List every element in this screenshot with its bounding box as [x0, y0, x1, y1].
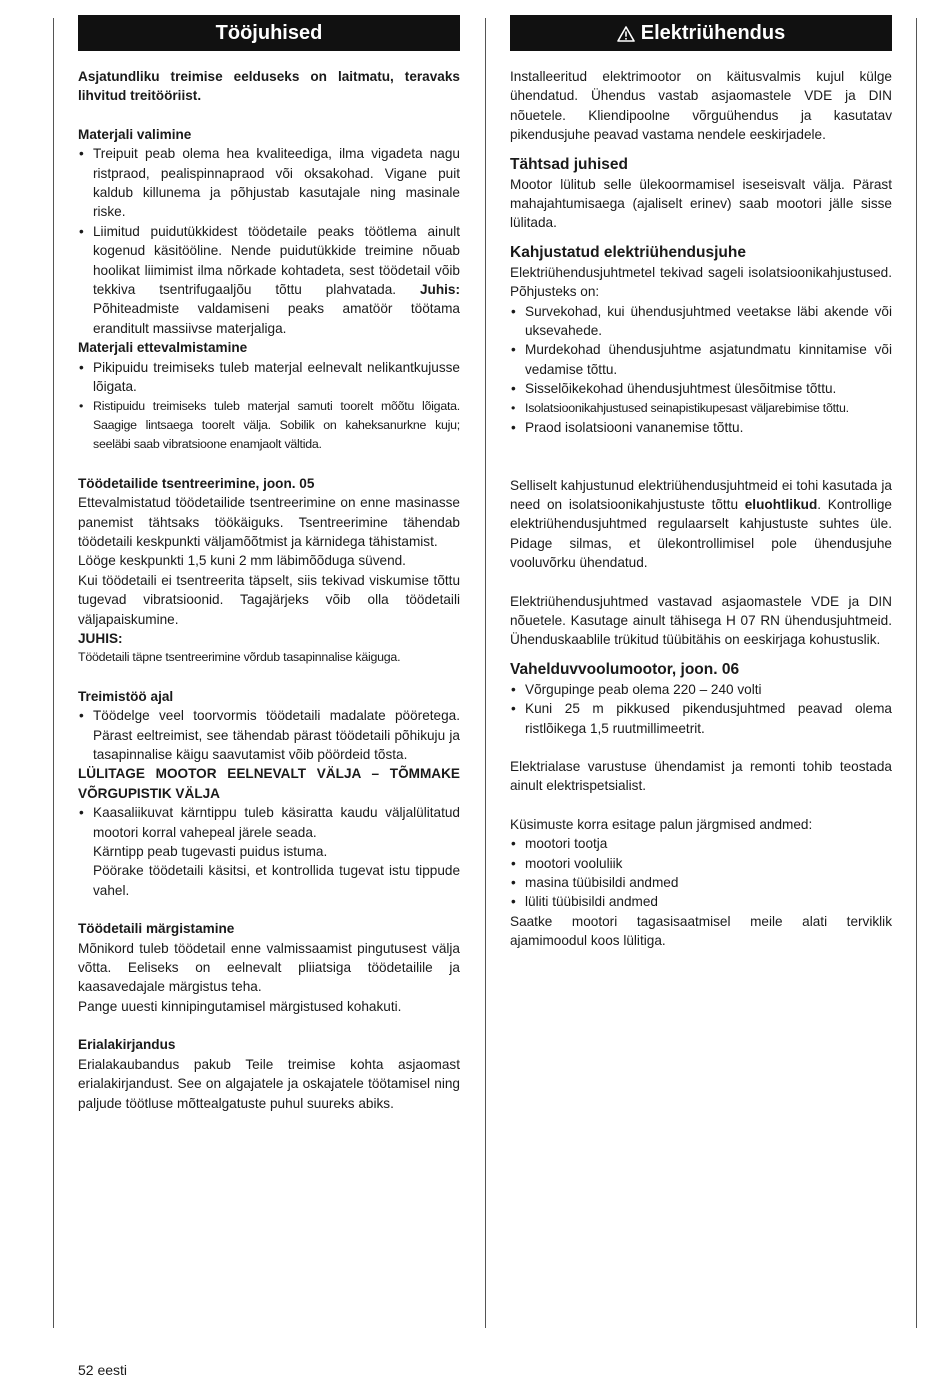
paragraph: Küsimuste korra esitage palun järgmised andmed: [510, 816, 813, 832]
list-item: • Isolatsioonikahjustused seinapistikupesast väljarebimise tõttu. [510, 399, 892, 418]
heading-material-selection: Materjali valimine [78, 126, 192, 142]
paragraph: Selliselt kahjustunud elektriühendusjuhtmeid ei tohi kasutada ja need on isolatsioonikahjustuste tõttu eluohtlikud. Kontrollige elektriühendusjuhtmed regulaarselt kahjustuste suhtes üle. Pidage silmas, et ülekontrollimisel pole ühendusjuhe vooluvõrku ühendatud. [510, 477, 892, 571]
list-item: • Survekohad, kui ühendusjuhtmed veetakse läbi akende või uksevahede. [510, 302, 892, 341]
margin-rule-right [916, 18, 917, 1328]
right-column [510, 15, 892, 951]
heading-literature: Erialakirjandus [78, 1037, 176, 1053]
paragraph: Pange uuesti kinnipingutamisel märgistused kohakuti. [78, 998, 402, 1014]
heading-important: Tähtsad juhised [510, 155, 628, 173]
note-label: Juhis: [419, 282, 461, 298]
list-item: • Praod isolatsiooni vananemise tõttu. [510, 418, 892, 437]
paragraph: Mootor lülitub selle ülekoormamisel iseseisvalt välja. Pärast mahajahtumisaega (ajaliselt erinev) saab mootori jälle sisse lülitada. [510, 176, 892, 231]
list-item: • lüliti tüübisildi andmed [510, 892, 892, 911]
list-item: • Ristipuidu treimiseks tuleb materjal samuti toorelt mõõtu lõigata. Saagige lintsaega toorelt välja. Sobilik on kaheksanurkne kuju; seeläbi saab vibratsioone enamjaolt vältida. [78, 397, 460, 455]
list-item: • masina tüübisildi andmed [510, 873, 892, 892]
paragraph: Erialakaubandus pakub Teile treimise kohta asjaomast erialakirjandust. See on algajatele ja oskajatele töötamisel ning paljude töötluse mõttealgatuste puhul suureks abiks. [78, 1056, 460, 1111]
heading-centering: Töödetailide tsentreerimine, joon. 05 [78, 475, 315, 491]
list-item: • Võrgupinge peab olema 220 – 240 volti [510, 680, 892, 699]
list-item: • Töödelge veel toorvormis töödetaili madalate pööretega. Pärast eeltreimist, see tähendab pärast töödetaili põhikuju ja tasapinnalise käigu saavutamist võib pöördeid tõsta. [78, 706, 460, 764]
heading-material-preparation: Materjali ettevalmistamine [78, 340, 248, 356]
paragraph: Kärntipp peab tugevasti puidus istuma. [93, 844, 328, 860]
section-title-bar [78, 15, 460, 51]
note-text: Põhiteadmiste valdamiseni peaks amatöör töötama eranditult massiivse materjaliga. [93, 301, 460, 336]
section-title: Tööjuhised [215, 22, 323, 44]
paragraph: Lööge keskpunkti 1,5 kuni 2 mm läbimõõduga süvend. [78, 553, 406, 569]
intro-text: Installeeritud elektrimootor on käitusvalmis kujul külge ühendatud. Ühendus vastab asjaomastele VDE ja DIN nõuetele. Kliendipoolne võrguühendus ja kasutatav pikendusjuhe peavad vastama nendele eeskirjadele. [510, 69, 892, 143]
list-item: • Pikipuidu treimiseks tuleb materjal eelnevalt nelikantkujusse lõigata. [78, 358, 460, 397]
paragraph: Elektrialase varustuse ühendamist ja remonti tohib teostada ainult elektrispetsialist. [510, 758, 892, 794]
ac-motor-list [510, 680, 892, 738]
paragraph: Kui töödetaili ei tsentreerita täpselt, siis tekivad viskumise tõttu tugevad vibratsioonid. Tagajärjeks võib olla töödetaili väljapaiskumine. [78, 572, 460, 627]
list-item: • Murdekohad ühendusjuhtme asjatundmatu kinnitamise või vedamise tõttu. [510, 340, 892, 379]
left-column [78, 15, 460, 1113]
heading-damaged-cable: Kahjustatud elektriühendusjuhe [510, 243, 746, 261]
paragraph: Saatke mootori tagasisaatmisel meile alati terviklik ajamimoodul koos lülitiga. [510, 913, 892, 949]
list-item: • Kuni 25 m pikkused pikendusjuhtmed peavad olema ristlõikega 1,5 ruutmillimeetrit. [510, 699, 892, 738]
heading-during-turning: Treimistöö ajal [78, 688, 174, 704]
note-text: Töödetaili täpne tsentreerimine võrdub tasapinnalise käiguga. [78, 650, 401, 665]
paragraph: Elektriühendusjuhtmed vastavad asjaomastele VDE ja DIN nõuetele. Kasutage ainult tähisega H 07 RN ühendusjuhtmeid. Ühenduskaablile trükitud tüübitähis on eeskirjaga kohustuslik. [510, 593, 892, 648]
page-footer: 52 eesti [78, 1362, 128, 1378]
preparation-list [78, 358, 460, 455]
margin-rule-center [485, 18, 486, 1328]
emphasis-text: eluohtlikud [744, 496, 818, 512]
list-item: • Treipuit peab olema hea kvaliteediga, ilma vigadeta nagu ristpraod, pealispinnapraod või oksakohad. Vigane puit kaldub killunema ja põhjustab kasutajale ning masinale riske. [78, 144, 460, 222]
list-item: • mootori tootja [510, 834, 892, 853]
section-title-bar [510, 15, 892, 51]
list-item: • Liimitud puidutükkidest töödetailе peaks töötlema ainult kogenud käsitööline. Nende puidutükkide treimine nõuab hoolikat liimimist ilma nõrkade kohtadeta, sest töödetail võib tekkiva tsentrifugaaljõu tõttu plahvatada. Juhis: Põhiteadmiste valdamiseni peaks amatöör töötama eranditult massiivse materjaliga. [78, 222, 460, 338]
questions-list [510, 834, 892, 912]
margin-rule-left [53, 18, 54, 1328]
material-list [78, 144, 460, 338]
warning-icon [617, 26, 635, 42]
list-item: • Sisselõikekohad ühendusjuhtmest ülesõitmise tõttu. [510, 379, 892, 398]
warning-text: LÜLITAGE MOOTOR EELNEVALT VÄLJA – TÕMMAKE VÕRGUPISTIK VÄLJA [78, 766, 460, 801]
note-label: JUHIS: [78, 630, 123, 646]
paragraph: Mõnikord tuleb töödetail enne valmissaamist pingutusest välja võtta. Eeliseks on eelnevalt pliiatsiga töödetailile ja kaasavedajale märgistus teha. [78, 940, 460, 995]
turning-list [78, 706, 460, 764]
intro-text: Asjatundliku treimise eelduseks on laitmatu, teravaks lihvitud treitööriist. [78, 69, 460, 104]
paragraph: Elektriühendusjuhtmetel tekivad sageli isolatsioonikahjustused. Põhjusteks on: [510, 264, 892, 300]
list-item: • mootori vooluliik [510, 854, 892, 873]
list-item: • Kaasaliikuvat kärntippu tuleb käsiratta kaudu väljalülitatud mootori korral vahepeal järele seada. [78, 803, 460, 842]
paragraph: Pöörake töödetaili käsitsi, et kontrollida tugevat istu tippude vahel. [93, 863, 460, 898]
heading-ac-motor: Vahelduvvoolumootor, joon. 06 [510, 660, 740, 678]
paragraph: Ettevalmistatud töödetailide tsentreerimine on enne masinasse panemist tähtsaks töökäiguks. Tsentreerimine tähendab töödetaili keskpunkti väljamõõtmist ja kärnidega tähistamist. [78, 495, 460, 549]
section-title: Elektriühendus [640, 22, 786, 44]
heading-marking: Töödetaili märgistamine [78, 921, 235, 937]
damage-causes-list [510, 302, 892, 438]
turning-list-2 [78, 803, 460, 842]
